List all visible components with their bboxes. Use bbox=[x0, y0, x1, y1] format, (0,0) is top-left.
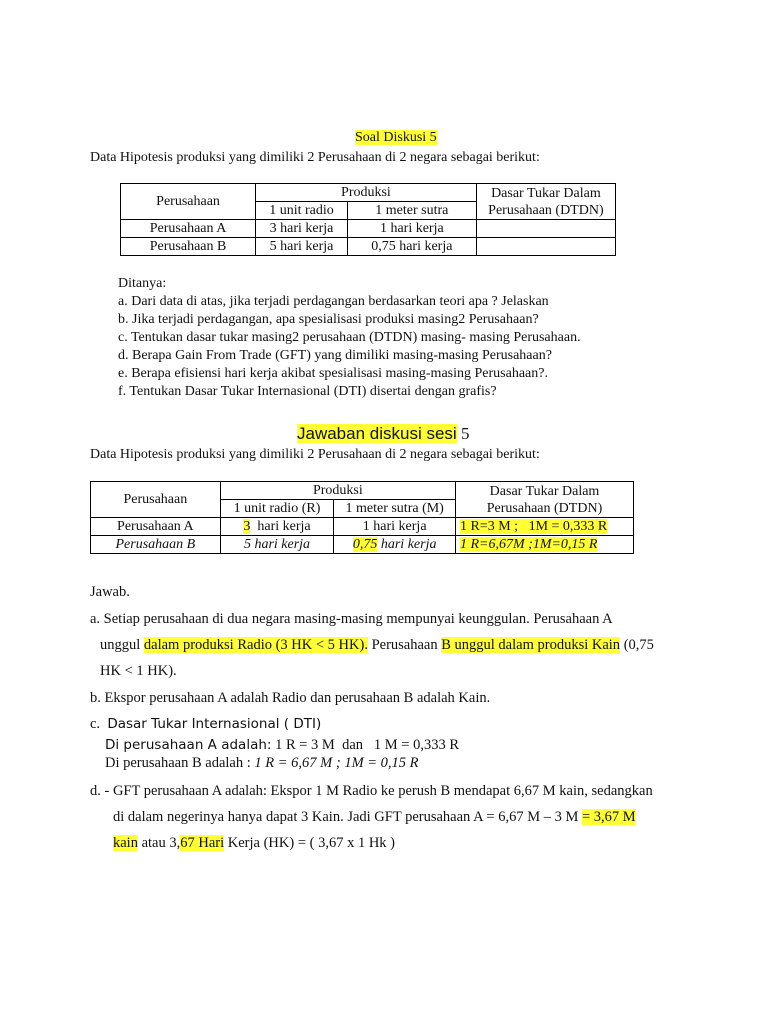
answer-c-line1: c. Dasar Tukar Internasional ( DTI) bbox=[90, 716, 322, 732]
answer-a-line3: HK < 1 HK). bbox=[100, 663, 177, 679]
list-item: d. Berapa Gain From Trade (GFT) yang dimiliki masing-masing Perusahaan? bbox=[118, 348, 552, 363]
table-row: Perusahaan A 3 hari kerja 1 hari kerja 1 R=3 M ; 1M = 0,333 R bbox=[91, 518, 634, 536]
header-radio: 1 unit radio (R) bbox=[220, 500, 334, 518]
ditanya-label: Ditanya: bbox=[118, 276, 167, 291]
answer-a-line1: a. Setiap perusahaan di dua negara masing-masing mempunyai keunggulan. Perusahaan A bbox=[90, 611, 613, 627]
answer-b: b. Ekspor perusahaan A adalah Radio dan perusahaan B adalah Kain. bbox=[90, 690, 491, 706]
header-radio: 1 unit radio bbox=[256, 202, 348, 220]
answer-c-line2: Di perusahaan A adalah: 1 R = 3 M dan 1 M = 0,333 R bbox=[105, 737, 459, 753]
soal-title: Soal Diskusi 5 bbox=[355, 130, 437, 145]
soal-intro: Data Hipotesis produksi yang dimiliki 2 Perusahaan di 2 negara sebagai berikut: bbox=[90, 150, 540, 165]
jawaban-table bbox=[90, 481, 634, 554]
list-item: c. Tentukan dasar tukar masing2 perusahaan (DTDN) masing- masing Perusahaan. bbox=[118, 330, 581, 345]
header-perusahaan: Perusahaan bbox=[91, 482, 221, 518]
header-produksi: Produksi bbox=[256, 184, 477, 202]
table-row: Perusahaan B 5 hari kerja 0,75 hari kerja bbox=[121, 238, 616, 256]
header-produksi: Produksi bbox=[220, 482, 455, 500]
soal-table bbox=[120, 183, 616, 256]
header-dtdn: Dasar Tukar Dalam Perusahaan (DTDN) bbox=[456, 482, 634, 518]
jawaban-title: Jawaban diskusi sesi 5 bbox=[297, 424, 470, 443]
list-item: f. Tentukan Dasar Tukar Internasional (DTI) disertai dengan grafis? bbox=[118, 384, 497, 399]
list-item: b. Jika terjadi perdagangan, apa spesialisasi produksi masing2 Perusahaan? bbox=[118, 312, 539, 327]
answer-a-line2: unggul dalam produksi Radio (3 HK < 5 HK). Perusahaan B unggul dalam produksi Kain (0,75 bbox=[100, 637, 654, 653]
table-row: Perusahaan A 3 hari kerja 1 hari kerja bbox=[121, 220, 616, 238]
jawab-label: Jawab. bbox=[90, 584, 130, 600]
list-item: e. Berapa efisiensi hari kerja akibat spesialisasi masing-masing Perusahaan?. bbox=[118, 366, 548, 381]
answer-d-line3: kain atau 3,67 Hari Kerja (HK) = ( 3,67 x 1 Hk ) bbox=[113, 835, 395, 851]
header-sutra: 1 meter sutra bbox=[347, 202, 476, 220]
question-list bbox=[118, 293, 581, 401]
list-item: a. Dari data di atas, jika terjadi perdagangan berdasarkan teori apa ? Jelaskan bbox=[118, 294, 549, 309]
table-row: Perusahaan B 5 hari kerja 0,75 hari kerja 1 R=6,67M ;1M=0,15 R bbox=[91, 536, 634, 554]
answer-c-line3: Di perusahaan B adalah : 1 R = 6,67 M ; 1M = 0,15 R bbox=[105, 755, 419, 771]
header-dtdn: Dasar Tukar Dalam Perusahaan (DTDN) bbox=[476, 184, 615, 220]
answer-d-line2: di dalam negerinya hanya dapat 3 Kain. Jadi GFT perusahaan A = 6,67 M – 3 M = 3,67 M bbox=[113, 809, 636, 825]
header-perusahaan: Perusahaan bbox=[121, 184, 256, 220]
header-sutra: 1 meter sutra (M) bbox=[334, 500, 456, 518]
answer-d-line1: d. - GFT perusahaan A adalah: Ekspor 1 M Radio ke perush B mendapat 6,67 M kain, sedangkan bbox=[90, 783, 653, 799]
jawaban-intro: Data Hipotesis produksi yang dimiliki 2 Perusahaan di 2 negara sebagai berikut: bbox=[90, 447, 540, 462]
